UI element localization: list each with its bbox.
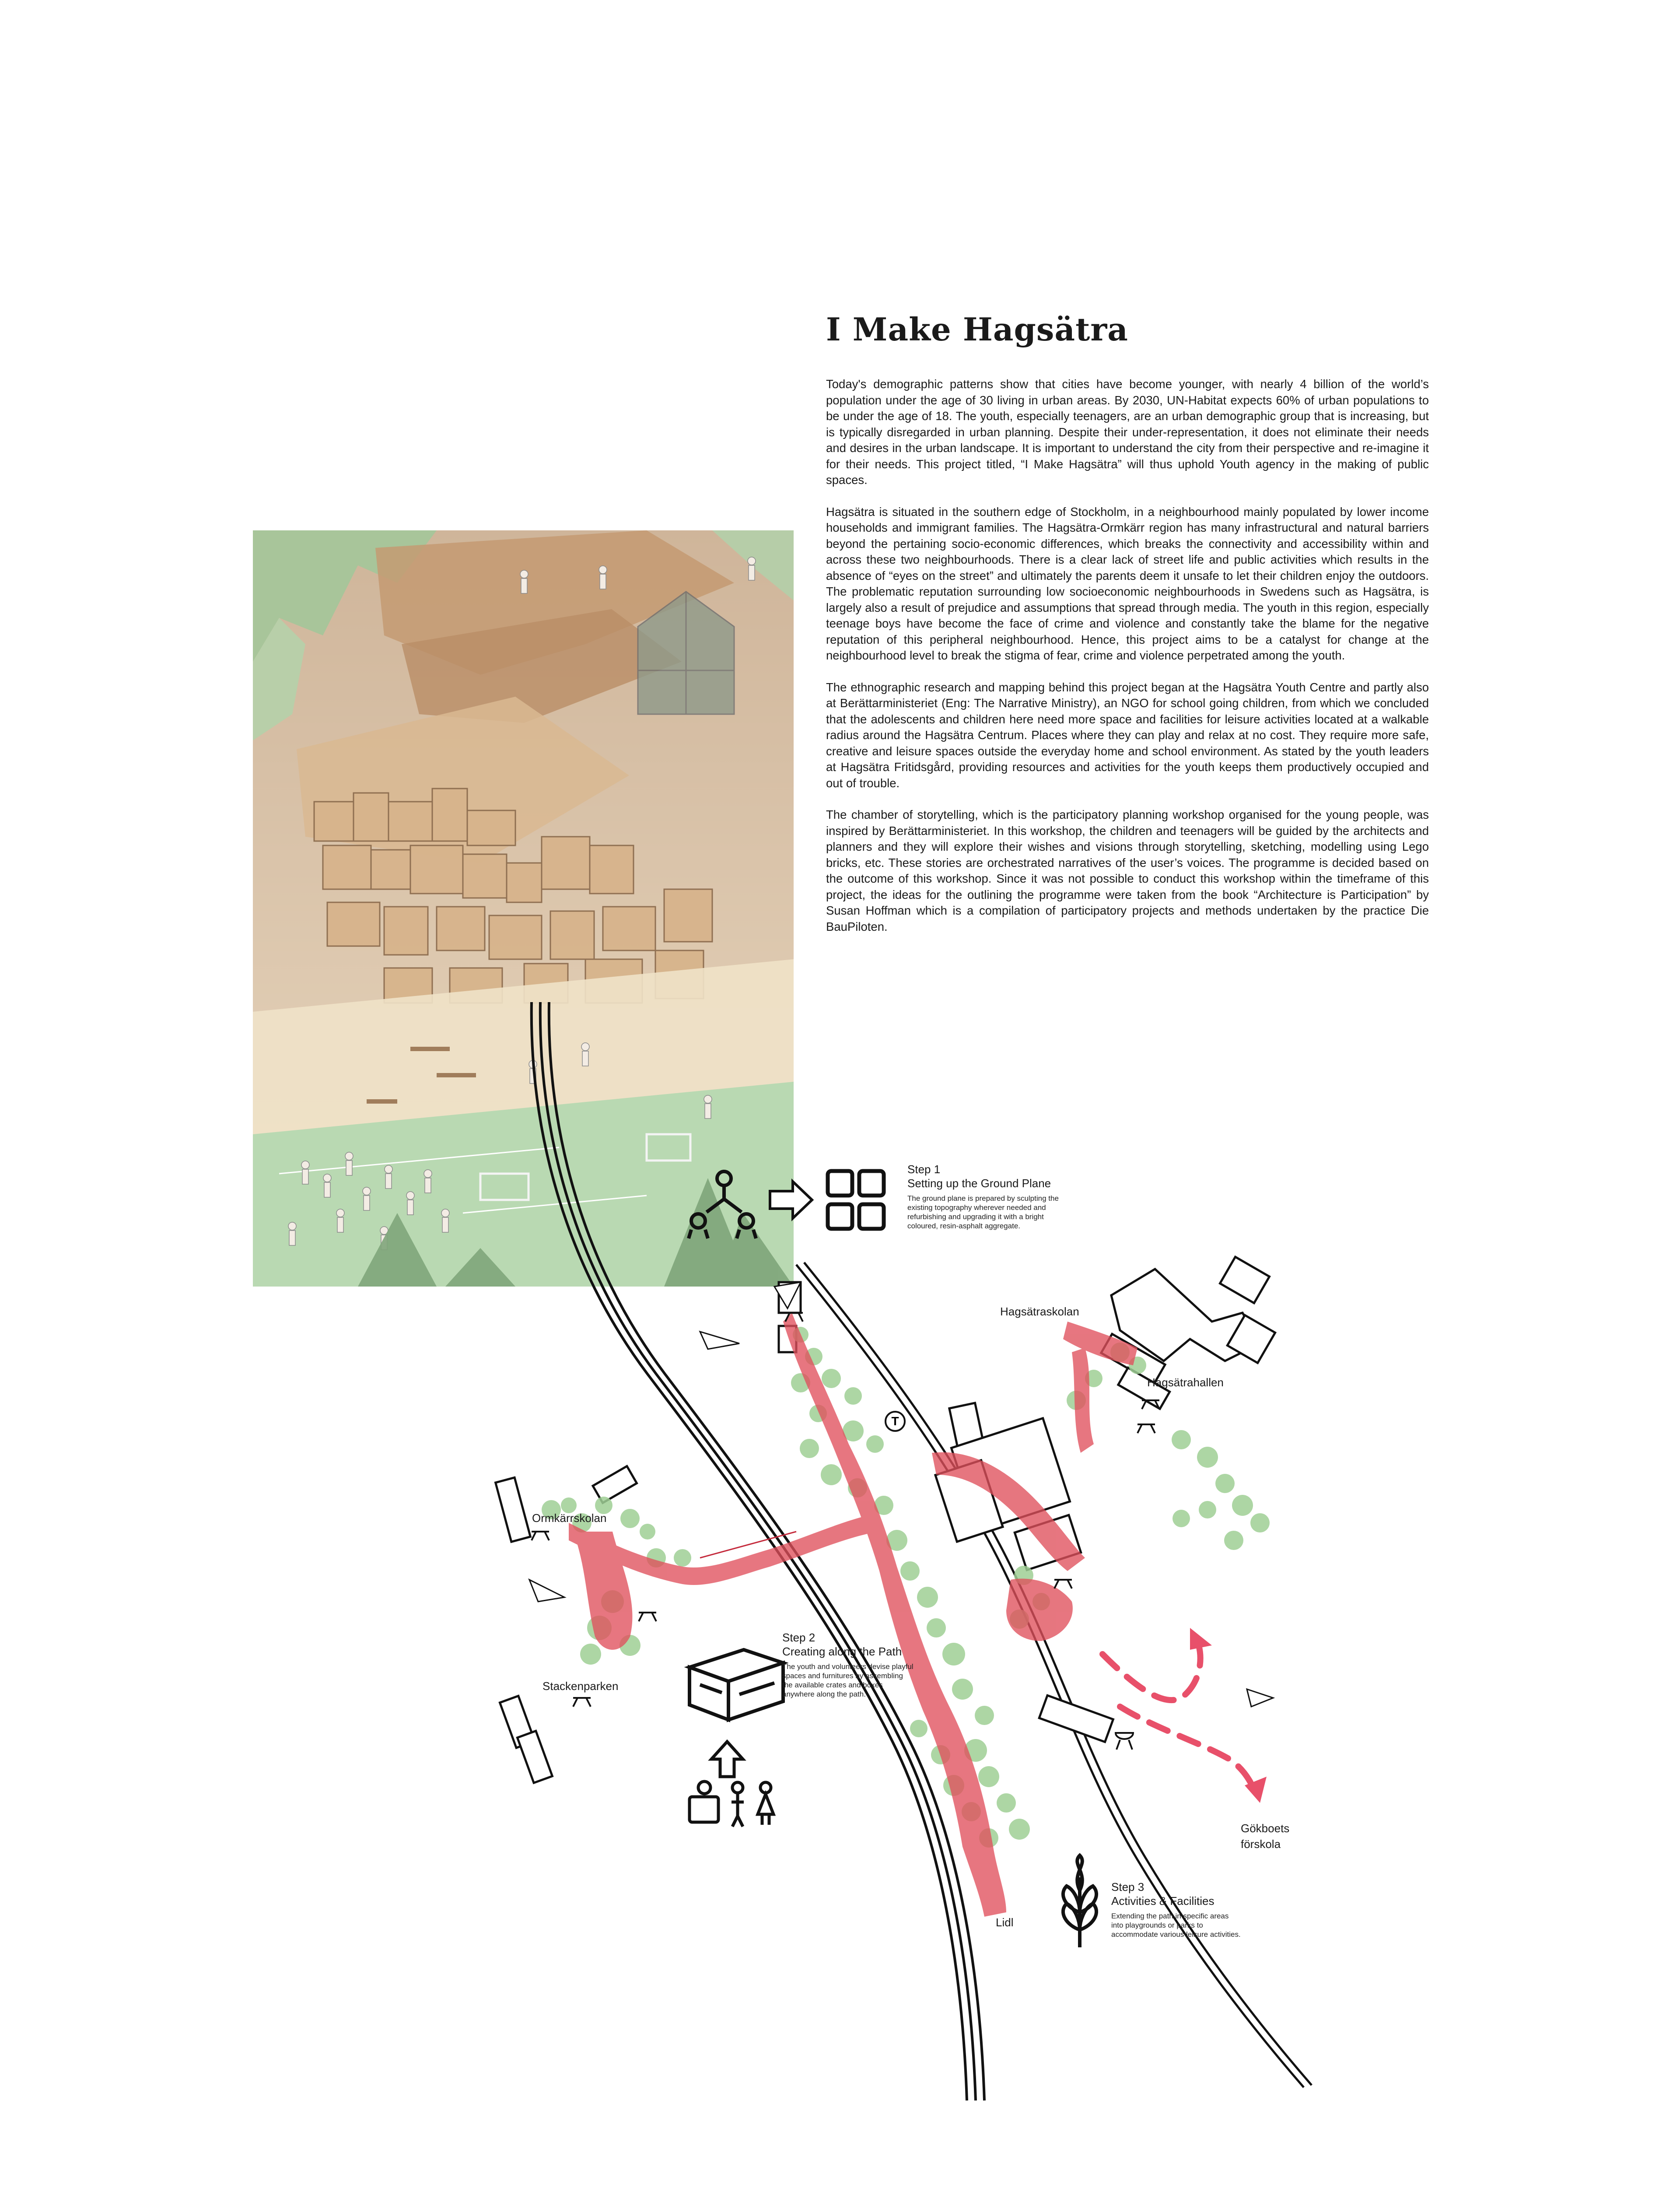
paragraph-context: Hagsätra is situated in the southern edge of Stockholm, in a neighbourhood mainly populated by lower income households and immigrant families. The Hagsätra-Ormkärr region has many infrastructural and natural barriers beyond the pertaining socio-economic differences, which breaks the connectivity and accessibility within and across these two neighbourhoods. There is a clear lack of street life and public activities which results in the absence of “eyes on the street” and ultimately the parents deem it unsafe to let their children enjoy the outdoors. The problematic reputation surrounding low socioeconomic neighbourhoods in Swedens such as Hagsätra, is largely also a result of prejudice and assumptions that spread through media. The youth in this region, especially teenage boys have become the face of crime and violence and constantly take the blame for the negative reputation of this peripheral neighbourhood. Hence, this project aims to be a catalyst for change at the neighbourhood level to break the stigma of fear, crime and violence perpetrated among the youth. — [826, 505, 1429, 662]
plant-icon — [1063, 1855, 1096, 1947]
step2-description: The youth and volunteers devise playful spaces and furnitures by assembling the available crates and boxes anywhere along the path. — [782, 1662, 914, 1698]
buildings — [496, 1257, 1275, 1783]
step3-description: Extending the path in specific areas into playgrounds or parks to accommodate various leisure activities. — [1111, 1912, 1241, 1939]
label-hagsatrahallen: Hagsätrahallen — [1147, 1376, 1224, 1389]
arrow-head-1 — [1190, 1628, 1212, 1650]
step2-heading: Step 2 — [782, 1631, 816, 1644]
crate-icon — [690, 1650, 783, 1720]
step1-title — [907, 1162, 1051, 1190]
label-gokboets-line1: Gökboets — [1241, 1822, 1290, 1835]
label-ormkarrskolan: Ormkärrskolan — [532, 1511, 607, 1525]
step3-heading: Step 3 — [1111, 1880, 1144, 1893]
paragraph-intro: Today's demographic patterns show that cities have become younger, with nearly 4 billion of the world’s population under the age of 30 living in urban areas. By 2030, UN-Habitat expects 60% of urban populations to be under the age of 18. The youth, especially teenagers, are an urban demographic group that is increasing, but is typically disregarded in urban planning. Despite their under-representation, it does not eliminate their needs and desires in the urban landscape. It is important to understand the city from their perspective and re-imagine it for their needs. This project titled, “I Make Hagsätra” will thus uphold Youth agency in the making of public spaces. — [826, 377, 1429, 487]
bbq-icon — [1116, 1733, 1133, 1750]
metro-symbol: T — [891, 1414, 899, 1428]
label-gokboets-line2: förskola — [1241, 1837, 1281, 1851]
people-icon — [690, 1781, 774, 1827]
label-gokboets — [1241, 1820, 1289, 1852]
body-text — [826, 376, 1429, 950]
step1-name: Setting up the Ground Plane — [907, 1177, 1051, 1190]
step2-title — [782, 1630, 902, 1659]
paragraph-workshop: The chamber of storytelling, which is the participatory planning workshop organised for the young people, was inspired by Berättarministeriet. In this workshop, the children and teenagers will be guided by the architects and planners and they will explore their wishes and visions through storytelling, sketching, modelling using Lego bricks, etc. These stories are orchestrated narratives of the user’s voices. The programme is decided based on the outcome of this workshop. Since it was not possible to conduct this workshop within the timeframe of this project, the ideas for the outlining the programme were taken from the book “Architecture is Participation” by Susan Hoffman which is a compilation of participatory projects and methods undertaken by the practice Die BauPiloten. — [826, 808, 1429, 933]
paragraph-research: The ethnographic research and mapping behind this project began at the Hagsätra Youth Centre and partly also at Berättarministeriet (Eng: The Narrative Ministry), an NGO for school going children, from which we concluded that the adolescents and children here need more space and facilities for leisure activities located at a walkable radius around the Hagsätra Centrum. Places where they can play and relax at no cost. They require more safe, creative and leisure spaces outside the everyday home and school environment. As stated by the youth leaders at Hagsätra Fritidsgård, providing resources and activities for the youth keeps them productively occupied and out of trouble. — [826, 680, 1429, 790]
render-illustration — [253, 530, 794, 1287]
step1-description: The ground plane is prepared by sculpting the existing topography wherever needed and refurbishing and upgrading it with a bright coloured, resin-asphalt aggregate. — [907, 1194, 1059, 1230]
label-hagsatraskolan: Hagsätraskolan — [1000, 1305, 1079, 1318]
label-lidl: Lidl — [996, 1916, 1014, 1929]
dashed-arrow — [1102, 1645, 1256, 1794]
grid-icon — [828, 1171, 884, 1229]
up-arrow-icon — [711, 1742, 743, 1777]
step1-heading: Step 1 — [907, 1163, 941, 1176]
step3-title — [1111, 1880, 1214, 1908]
page-title: I Make Hagsätra — [826, 311, 1128, 348]
label-stackenparken: Stackenparken — [542, 1680, 619, 1693]
step2-name: Creating along the Path — [782, 1645, 902, 1658]
step3-name: Activities & Facilities — [1111, 1894, 1214, 1907]
axonometric-render — [253, 530, 794, 1287]
